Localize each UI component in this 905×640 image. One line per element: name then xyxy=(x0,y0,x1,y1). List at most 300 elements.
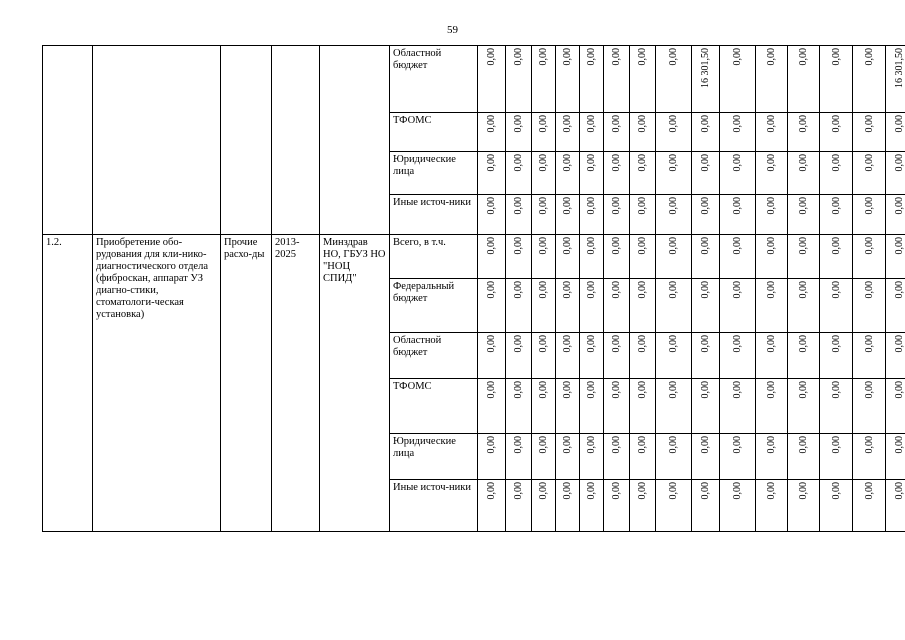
value-cell xyxy=(886,235,905,279)
value-cell xyxy=(556,434,580,480)
value-cell xyxy=(656,113,692,152)
value-text: 0,00 xyxy=(700,115,711,133)
value-text: 0,00 xyxy=(637,48,648,66)
value-text: 0,00 xyxy=(586,281,597,299)
value-text: 0,00 xyxy=(700,335,711,353)
value-text: 0,00 xyxy=(732,482,743,500)
value-cell xyxy=(820,480,853,532)
value-cell xyxy=(580,480,604,532)
value-cell xyxy=(630,195,656,235)
value-text: 0,00 xyxy=(538,482,549,500)
value-cell xyxy=(556,279,580,333)
value-text: 0,00 xyxy=(513,482,524,500)
value-cell xyxy=(720,195,756,235)
value-text: 0,00 xyxy=(637,197,648,215)
value-text: 0,00 xyxy=(513,197,524,215)
value-text: 0,00 xyxy=(513,48,524,66)
value-cell xyxy=(580,46,604,113)
value-text: 0,00 xyxy=(637,381,648,399)
value-cell xyxy=(556,235,580,279)
value-cell xyxy=(756,113,788,152)
value-cell xyxy=(656,379,692,434)
value-text: 0,00 xyxy=(513,154,524,172)
value-cell xyxy=(604,379,630,434)
funding-source: Иные источ-ники xyxy=(390,480,478,532)
value-cell xyxy=(720,152,756,195)
value-text: 0,00 xyxy=(668,154,679,172)
value-cell xyxy=(506,480,532,532)
value-text: 0,00 xyxy=(668,115,679,133)
value-cell xyxy=(853,379,886,434)
value-cell xyxy=(478,235,506,279)
value-text: 0,00 xyxy=(586,115,597,133)
value-text: 0,00 xyxy=(586,381,597,399)
budget-table xyxy=(42,45,905,532)
value-cell xyxy=(756,480,788,532)
value-text: 0,00 xyxy=(611,115,622,133)
value-text: 0,00 xyxy=(893,115,905,133)
value-cell xyxy=(788,46,820,113)
value-text: 0,00 xyxy=(863,335,875,353)
value-cell xyxy=(886,379,905,434)
value-text: 0,00 xyxy=(668,281,679,299)
value-text: 0,00 xyxy=(538,48,549,66)
expense-type xyxy=(221,46,272,235)
value-cell xyxy=(756,434,788,480)
value-text: 0,00 xyxy=(538,237,549,255)
value-cell xyxy=(820,195,853,235)
value-text: 0,00 xyxy=(893,381,905,399)
value-cell xyxy=(532,235,556,279)
value-cell xyxy=(756,333,788,379)
item-number: 1.2. xyxy=(43,235,93,532)
value-text: 0,00 xyxy=(486,482,497,500)
value-cell xyxy=(886,279,905,333)
value-text: 0,00 xyxy=(637,482,648,500)
value-text: 0,00 xyxy=(637,154,648,172)
value-cell xyxy=(532,113,556,152)
value-text: 0,00 xyxy=(766,154,777,172)
value-text: 0,00 xyxy=(798,281,809,299)
value-text: 0,00 xyxy=(513,237,524,255)
value-cell xyxy=(506,379,532,434)
value-cell xyxy=(630,333,656,379)
value-text: 0,00 xyxy=(798,482,809,500)
value-cell xyxy=(604,152,630,195)
value-text: 0,00 xyxy=(486,48,497,66)
value-cell xyxy=(656,235,692,279)
value-text: 0,00 xyxy=(766,281,777,299)
executor xyxy=(320,46,390,235)
value-cell xyxy=(630,46,656,113)
value-cell xyxy=(788,480,820,532)
value-text: 0,00 xyxy=(830,381,842,399)
value-text: 0,00 xyxy=(562,48,573,66)
value-cell xyxy=(853,434,886,480)
value-text: 0,00 xyxy=(830,436,842,454)
value-text: 0,00 xyxy=(513,381,524,399)
value-cell xyxy=(720,46,756,113)
value-cell xyxy=(788,333,820,379)
value-text: 0,00 xyxy=(486,436,497,454)
value-cell xyxy=(478,434,506,480)
value-text: 0,00 xyxy=(893,154,905,172)
value-text: 0,00 xyxy=(562,154,573,172)
value-text: 0,00 xyxy=(893,436,905,454)
value-text: 0,00 xyxy=(798,335,809,353)
value-cell xyxy=(478,195,506,235)
page-number: 59 xyxy=(447,24,458,36)
item-name: Приобретение обо-рудования для кли-нико-диагностического отдела (фиброскан, аппарат УЗ диагно-стики, стоматологи-ческая установка) xyxy=(93,235,221,532)
value-text: 0,00 xyxy=(893,482,905,500)
funding-source: Юридические лица xyxy=(390,152,478,195)
value-cell xyxy=(580,379,604,434)
value-cell xyxy=(886,333,905,379)
funding-source: ТФОМС xyxy=(390,379,478,434)
value-text: 16 301,50 xyxy=(893,48,905,88)
value-cell xyxy=(756,152,788,195)
value-text: 0,00 xyxy=(766,381,777,399)
value-text: 0,00 xyxy=(830,154,842,172)
value-cell xyxy=(886,46,905,113)
value-text: 0,00 xyxy=(562,237,573,255)
value-text: 0,00 xyxy=(798,237,809,255)
value-text: 0,00 xyxy=(486,197,497,215)
value-text: 0,00 xyxy=(562,197,573,215)
value-text: 0,00 xyxy=(611,436,622,454)
value-cell xyxy=(788,195,820,235)
value-cell xyxy=(720,434,756,480)
value-text: 0,00 xyxy=(586,154,597,172)
value-cell xyxy=(630,235,656,279)
value-cell xyxy=(692,195,720,235)
value-cell xyxy=(532,152,556,195)
value-text: 0,00 xyxy=(668,237,679,255)
value-cell xyxy=(656,333,692,379)
value-text: 0,00 xyxy=(586,197,597,215)
value-text: 0,00 xyxy=(562,115,573,133)
value-cell xyxy=(886,113,905,152)
value-text: 0,00 xyxy=(700,436,711,454)
value-text: 0,00 xyxy=(611,281,622,299)
value-cell xyxy=(756,46,788,113)
value-cell xyxy=(692,113,720,152)
value-cell xyxy=(556,379,580,434)
value-text: 0,00 xyxy=(637,335,648,353)
value-text: 0,00 xyxy=(830,115,842,133)
value-text: 0,00 xyxy=(611,381,622,399)
value-cell xyxy=(556,480,580,532)
funding-source: Областной бюджет xyxy=(390,46,478,113)
value-text: 0,00 xyxy=(486,237,497,255)
value-cell xyxy=(580,333,604,379)
value-cell xyxy=(756,379,788,434)
value-cell xyxy=(853,113,886,152)
value-text: 0,00 xyxy=(486,115,497,133)
value-cell xyxy=(886,434,905,480)
value-text: 0,00 xyxy=(863,197,875,215)
value-cell xyxy=(853,480,886,532)
value-text: 0,00 xyxy=(700,154,711,172)
value-cell xyxy=(604,113,630,152)
value-text: 0,00 xyxy=(486,381,497,399)
value-text: 0,00 xyxy=(586,335,597,353)
value-cell xyxy=(788,279,820,333)
value-text: 0,00 xyxy=(538,381,549,399)
value-cell xyxy=(692,152,720,195)
value-cell xyxy=(820,152,853,195)
value-cell xyxy=(478,333,506,379)
value-cell xyxy=(656,279,692,333)
value-text: 0,00 xyxy=(732,237,743,255)
funding-source: Иные источ-ники xyxy=(390,195,478,235)
value-cell xyxy=(853,46,886,113)
value-text: 0,00 xyxy=(830,237,842,255)
value-text: 0,00 xyxy=(893,335,905,353)
value-text: 0,00 xyxy=(562,335,573,353)
value-text: 0,00 xyxy=(798,154,809,172)
value-text: 0,00 xyxy=(611,48,622,66)
value-cell xyxy=(692,46,720,113)
funding-source: Всего, в т.ч. xyxy=(390,235,478,279)
value-text: 0,00 xyxy=(668,436,679,454)
value-cell xyxy=(692,333,720,379)
funding-source: Областной бюджет xyxy=(390,333,478,379)
value-text: 0,00 xyxy=(586,237,597,255)
value-text: 0,00 xyxy=(538,154,549,172)
value-cell xyxy=(630,434,656,480)
value-text: 0,00 xyxy=(486,281,497,299)
value-text: 0,00 xyxy=(863,281,875,299)
value-cell xyxy=(788,379,820,434)
value-cell xyxy=(604,480,630,532)
value-text: 0,00 xyxy=(700,381,711,399)
value-cell xyxy=(820,333,853,379)
value-cell xyxy=(720,113,756,152)
value-text: 0,00 xyxy=(863,48,875,66)
value-text: 0,00 xyxy=(611,482,622,500)
value-text: 0,00 xyxy=(513,436,524,454)
value-text: 0,00 xyxy=(798,115,809,133)
funding-source: ТФОМС xyxy=(390,113,478,152)
value-cell xyxy=(756,195,788,235)
value-cell xyxy=(630,279,656,333)
value-text: 0,00 xyxy=(668,482,679,500)
value-text: 0,00 xyxy=(766,115,777,133)
value-cell xyxy=(630,113,656,152)
value-cell xyxy=(720,480,756,532)
value-cell xyxy=(656,480,692,532)
value-text: 0,00 xyxy=(538,436,549,454)
value-cell xyxy=(580,195,604,235)
value-text: 0,00 xyxy=(732,381,743,399)
value-cell xyxy=(692,379,720,434)
value-cell xyxy=(532,46,556,113)
value-text: 0,00 xyxy=(863,154,875,172)
value-cell xyxy=(532,195,556,235)
value-cell xyxy=(656,195,692,235)
value-text: 0,00 xyxy=(893,237,905,255)
value-cell xyxy=(656,46,692,113)
value-cell xyxy=(720,235,756,279)
value-cell xyxy=(820,113,853,152)
value-cell xyxy=(853,152,886,195)
value-text: 0,00 xyxy=(611,197,622,215)
value-text: 0,00 xyxy=(732,115,743,133)
value-cell xyxy=(788,152,820,195)
value-cell xyxy=(506,235,532,279)
value-text: 0,00 xyxy=(863,115,875,133)
value-text: 0,00 xyxy=(586,48,597,66)
value-text: 0,00 xyxy=(798,381,809,399)
value-text: 0,00 xyxy=(586,436,597,454)
value-text: 0,00 xyxy=(668,335,679,353)
value-text: 0,00 xyxy=(863,482,875,500)
value-cell xyxy=(580,434,604,480)
value-cell xyxy=(580,235,604,279)
value-cell xyxy=(556,113,580,152)
value-text: 0,00 xyxy=(830,335,842,353)
value-text: 0,00 xyxy=(637,281,648,299)
value-cell xyxy=(506,152,532,195)
value-text: 0,00 xyxy=(798,197,809,215)
value-cell xyxy=(478,379,506,434)
value-text: 0,00 xyxy=(732,281,743,299)
value-cell xyxy=(886,480,905,532)
value-cell xyxy=(556,152,580,195)
table-row xyxy=(43,46,905,113)
value-text: 0,00 xyxy=(611,335,622,353)
value-text: 0,00 xyxy=(668,381,679,399)
value-text: 0,00 xyxy=(798,436,809,454)
value-text: 0,00 xyxy=(538,281,549,299)
expense-type: Прочие расхо-ды xyxy=(221,235,272,532)
value-cell xyxy=(886,152,905,195)
value-cell xyxy=(604,235,630,279)
value-text: 0,00 xyxy=(700,281,711,299)
funding-source: Федеральный бюджет xyxy=(390,279,478,333)
value-cell xyxy=(630,480,656,532)
value-text: 0,00 xyxy=(538,115,549,133)
value-text: 0,00 xyxy=(732,197,743,215)
value-text: 0,00 xyxy=(732,48,743,66)
value-text: 0,00 xyxy=(766,197,777,215)
value-text: 0,00 xyxy=(766,237,777,255)
value-cell xyxy=(580,279,604,333)
value-text: 0,00 xyxy=(513,281,524,299)
value-text: 0,00 xyxy=(732,335,743,353)
value-cell xyxy=(820,235,853,279)
value-text: 0,00 xyxy=(562,482,573,500)
value-text: 0,00 xyxy=(562,381,573,399)
value-text: 0,00 xyxy=(830,197,842,215)
value-cell xyxy=(656,434,692,480)
period xyxy=(272,46,320,235)
value-cell xyxy=(756,235,788,279)
value-text: 0,00 xyxy=(611,154,622,172)
value-text: 0,00 xyxy=(766,48,777,66)
value-cell xyxy=(478,46,506,113)
item-name xyxy=(93,46,221,235)
value-text: 0,00 xyxy=(637,115,648,133)
period: 2013-2025 xyxy=(272,235,320,532)
funding-source: Юридические лица xyxy=(390,434,478,480)
value-text: 0,00 xyxy=(562,281,573,299)
value-cell xyxy=(532,434,556,480)
value-cell xyxy=(556,46,580,113)
value-cell xyxy=(788,235,820,279)
value-text: 0,00 xyxy=(668,197,679,215)
value-cell xyxy=(478,279,506,333)
value-text: 0,00 xyxy=(893,281,905,299)
value-cell xyxy=(720,279,756,333)
value-cell xyxy=(556,195,580,235)
value-text: 0,00 xyxy=(798,48,809,66)
value-cell xyxy=(506,279,532,333)
value-text: 0,00 xyxy=(732,436,743,454)
value-text: 0,00 xyxy=(637,436,648,454)
value-cell xyxy=(886,195,905,235)
value-cell xyxy=(604,434,630,480)
value-cell xyxy=(692,434,720,480)
value-text: 0,00 xyxy=(700,482,711,500)
value-text: 0,00 xyxy=(863,237,875,255)
value-text: 0,00 xyxy=(637,237,648,255)
value-text: 0,00 xyxy=(486,335,497,353)
value-text: 0,00 xyxy=(766,335,777,353)
value-cell xyxy=(853,279,886,333)
value-cell xyxy=(532,333,556,379)
value-cell xyxy=(532,279,556,333)
value-text: 0,00 xyxy=(486,154,497,172)
value-text: 0,00 xyxy=(562,436,573,454)
value-cell xyxy=(580,113,604,152)
value-text: 0,00 xyxy=(830,48,842,66)
value-text: 0,00 xyxy=(586,482,597,500)
value-cell xyxy=(692,480,720,532)
value-cell xyxy=(820,434,853,480)
table-row xyxy=(43,235,905,279)
value-cell xyxy=(820,46,853,113)
value-cell xyxy=(506,113,532,152)
value-text: 0,00 xyxy=(538,197,549,215)
value-text: 0,00 xyxy=(830,482,842,500)
value-cell xyxy=(532,379,556,434)
value-cell xyxy=(604,279,630,333)
value-cell xyxy=(532,480,556,532)
value-text: 0,00 xyxy=(766,436,777,454)
value-text: 0,00 xyxy=(700,237,711,255)
value-cell xyxy=(630,379,656,434)
value-cell xyxy=(853,195,886,235)
value-cell xyxy=(692,279,720,333)
value-text: 0,00 xyxy=(830,281,842,299)
value-cell xyxy=(506,434,532,480)
value-cell xyxy=(788,434,820,480)
value-cell xyxy=(656,152,692,195)
value-cell xyxy=(820,379,853,434)
value-cell xyxy=(604,333,630,379)
value-cell xyxy=(556,333,580,379)
value-cell xyxy=(478,113,506,152)
value-cell xyxy=(604,195,630,235)
value-text: 0,00 xyxy=(766,482,777,500)
value-cell xyxy=(604,46,630,113)
value-cell xyxy=(630,152,656,195)
value-text: 0,00 xyxy=(863,381,875,399)
value-cell xyxy=(506,46,532,113)
value-cell xyxy=(580,152,604,195)
